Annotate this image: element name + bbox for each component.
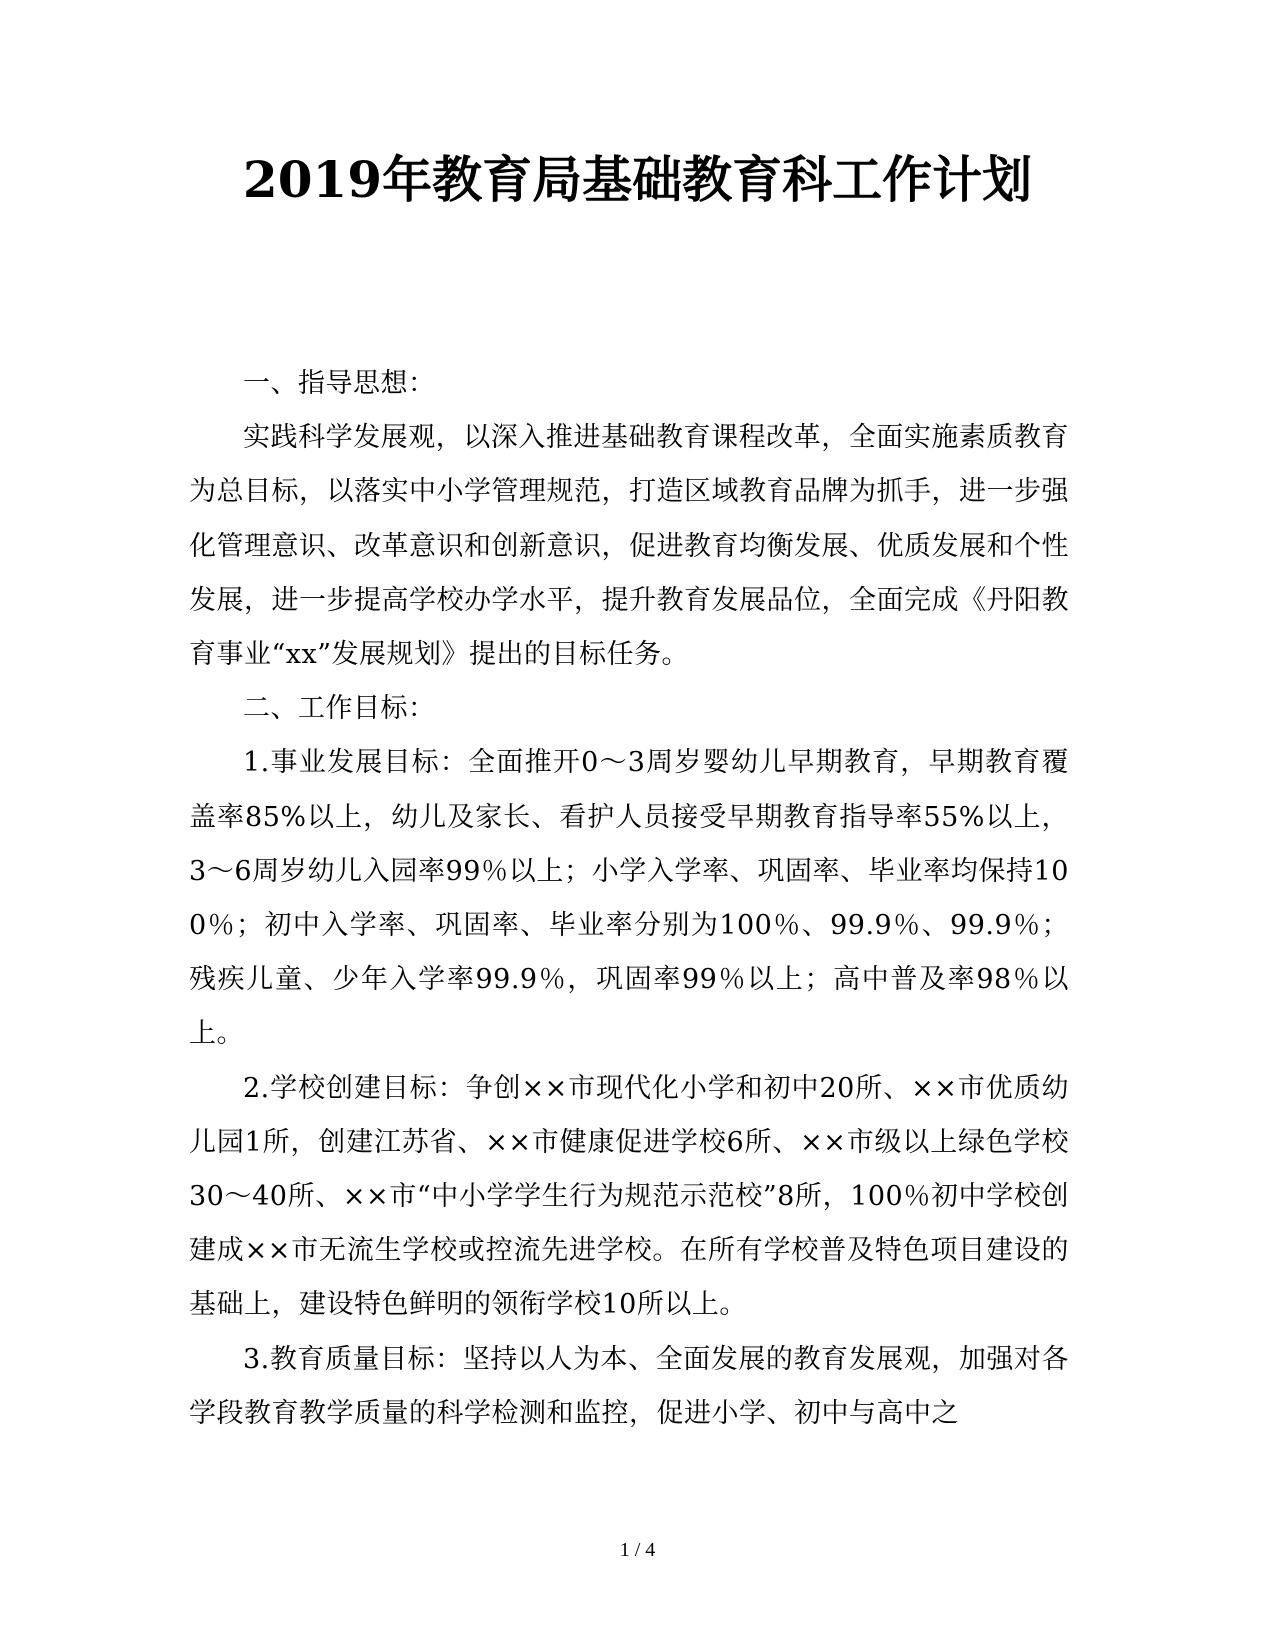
- paragraph-education-quality-goals: 3.教育质量目标：坚持以人为本、全面发展的教育发展观，加强对各学段教育教学质量的科学检测和监控，促进小学、初中与高中之: [189, 1343, 1069, 1429]
- section-heading-guiding-thought: 一、指导思想：: [243, 368, 436, 399]
- section-heading-work-goals: 二、工作目标：: [243, 693, 436, 725]
- paragraph-school-building-goals: 2.学校创建目标：争创××市现代化小学和初中20所、××市优质幼儿园1所，创建江苏省、××市健康促进学校6所、××市级以上绿色学校30～40所、××市“中小学学生行为规范示范校”8所，100％初中学校创建成××市无流生学校或控流先进学校。在所有学校普及特色项目建设的基础上，建设特色鲜明的领衔学校10所以上。: [189, 1072, 1069, 1321]
- paragraph-development-goals: 1.事业发展目标：全面推开0～3周岁婴幼儿早期教育，早期教育覆盖率85%以上，幼儿及家长、看护人员接受早期教育指导率55%以上，3～6周岁幼儿入园率99％以上；小学入学率、巩固率、毕业率均保持100％；初中入学率、巩固率、毕业率分别为100％、99.9％、99.9％；残疾儿童、少年入学率99.9％，巩固率99％以上；高中普及率98％以上。: [189, 747, 1069, 1050]
- page-number: 1 / 4: [619, 1539, 656, 1561]
- paragraph-guiding-thought: 实践科学发展观，以深入推进基础教育课程改革，全面实施素质教育为总目标，以落实中小学管理规范，打造区域教育品牌为抓手，进一步强化管理意识、改革意识和创新意识，促进教育均衡发展、优质发展和个性发展，进一步提高学校办学水平，提升教育发展品位，全面完成《丹阳教育事业“xx”发展规划》提出的目标任务。: [189, 422, 1069, 671]
- document-body: [189, 357, 1069, 1441]
- document-title: 2019年教育局基础教育科工作计划: [242, 150, 1033, 209]
